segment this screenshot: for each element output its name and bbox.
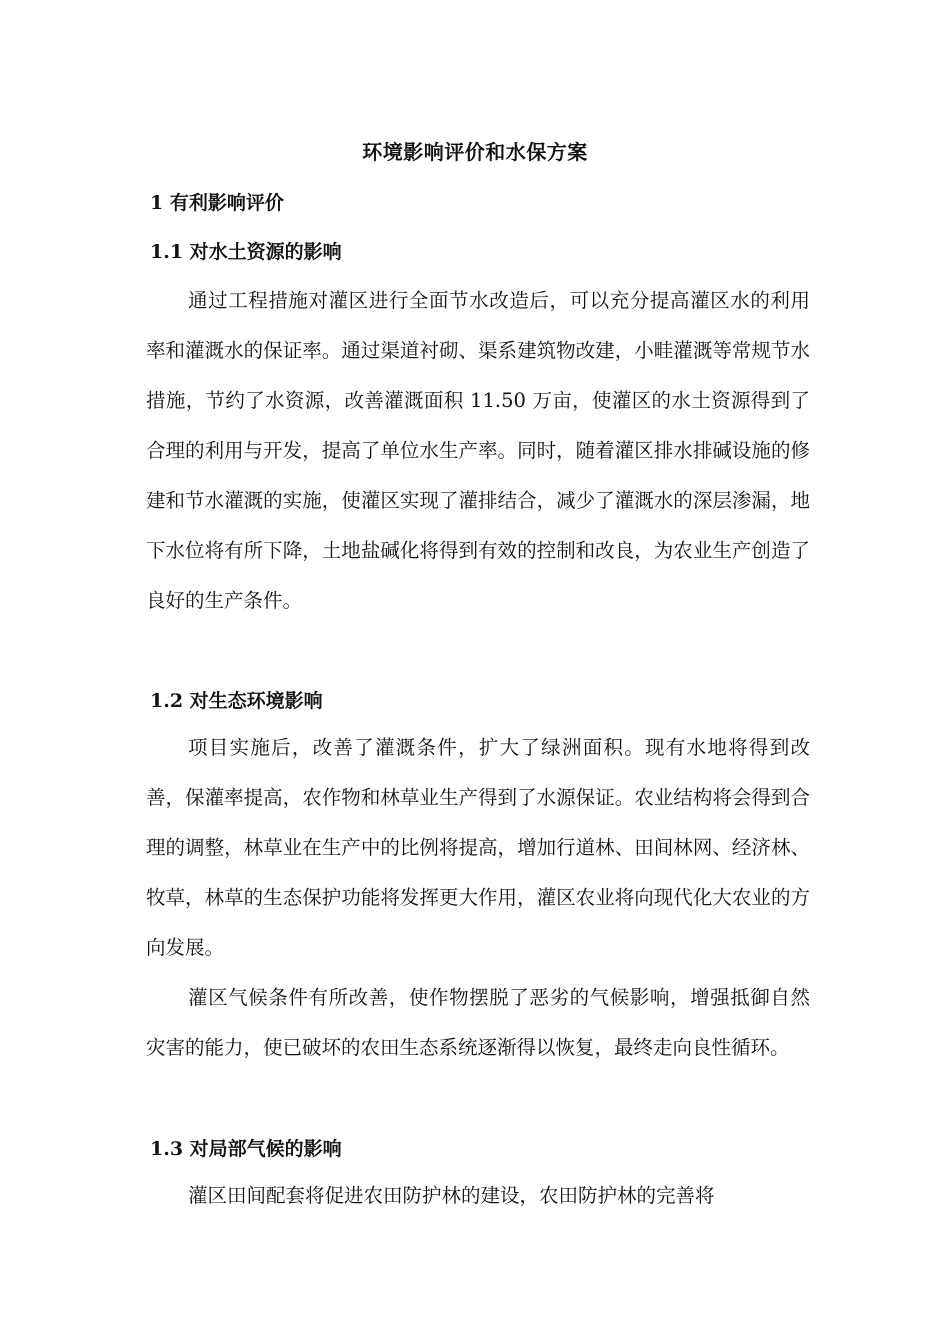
paragraph-section-1-1: 通过工程措施对灌区进行全面节水改造后，可以充分提高灌区水的利用率和灌溉水的保证率。通过渠道衬砌、渠系建筑物改建，小畦灌溉等常规节水措施，节约了水资源，改善灌溉面积 11.50 万亩，使灌区的水土资源得到了合理的利用与开发，提高了单位水生产率。同时，随着灌区排水排碱设施的修建和节水灌溉的实施，使灌区实现了灌排结合，减少了灌溉水的深层渗漏，地下水位将有所下降，土地盐碱化将得到有效的控制和改良，为农业生产创造了良好的生产条件。 bbox=[146, 289, 810, 612]
heading-section-1: 1 有利影响评价 bbox=[150, 192, 284, 214]
paragraph-section-1-3: 灌区田间配套将促进农田防护林的建设，农田防护林的完善将 bbox=[188, 1184, 715, 1207]
paragraph-section-1-2-a: 项目实施后，改善了灌溉条件，扩大了绿洲面积。现有水地将得到改善，保灌率提高，农作物和林草业生产得到了水源保证。农业结构将会得到合理的调整，林草业在生产中的比例将提高，增加行道林、田间林网、经济林、牧草，林草的生态保护功能将发挥更大作用，灌区农业将向现代化大农业的方向发展。 bbox=[146, 736, 810, 959]
heading-section-1-3: 1.3 对局部气候的影响 bbox=[150, 1138, 342, 1160]
heading-section-1-2: 1.2 对生态环境影响 bbox=[150, 690, 323, 712]
document-title: 环境影响评价和水保方案 bbox=[362, 140, 588, 164]
paragraph-section-1-2-b: 灌区气候条件有所改善，使作物摆脱了恶劣的气候影响，增强抵御自然灾害的能力，使已破坏的农田生态系统逐渐得以恢复，最终走向良性循环。 bbox=[146, 986, 810, 1059]
heading-section-1-1: 1.1 对水土资源的影响 bbox=[150, 241, 342, 263]
